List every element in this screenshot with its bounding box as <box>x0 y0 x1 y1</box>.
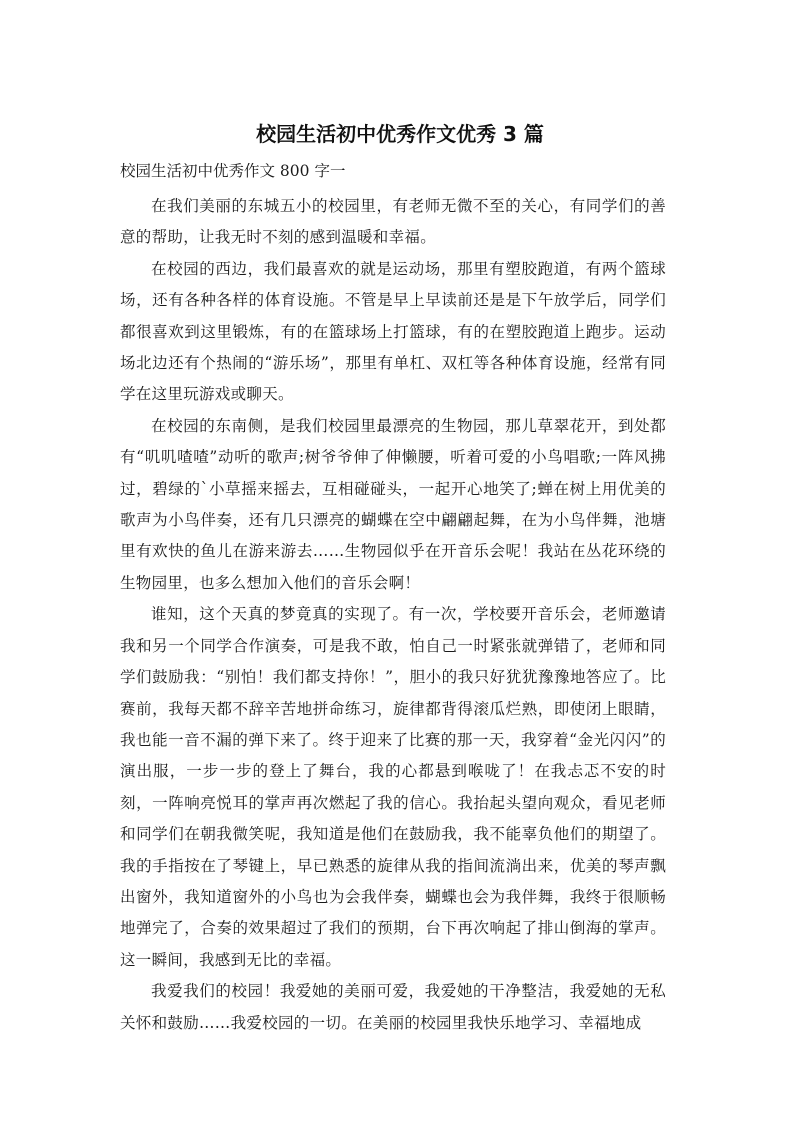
paragraph-5: 我爱我们的校园！我爱她的美丽可爱，我爱她的干净整洁，我爱她的无私关怀和鼓励……我爱校园的一切。在美丽的校园里我快乐地学习、幸福地成 <box>120 982 666 1032</box>
paragraph-4: 谁知，这个天真的梦竟真的实现了。有一次，学校要开音乐会，老师邀请我和另一个同学合作演奏，可是我不敢，怕自己一时紧张就弹错了，老师和同学们鼓励我：“别怕！我们都支持你！”，胆小的我只好犹犹豫豫地答应了。比赛前，我每天都不辞辛苦地拼命练习，旋律都背得滚瓜烂熟，即使闭上眼睛，我也能一音不漏的弹下来了。终于迎来了比赛的那一天，我穿着“金光闪闪”的演出服，一步一步的登上了舞台，我的心都悬到喉咙了！在我忐忑不安的时刻，一阵响亮悦耳的掌声再次燃起了我的信心。我抬起头望向观众，看见老师和同学们在朝我微笑呢，我知道是他们在鼓励我，我不能辜负他们的期望了。我的手指按在了琴键上，早已熟悉的旋律从我的指间流淌出来，优美的琴声飘出窗外，我知道窗外的小鸟也为会我伴奏，蝴蝶也会为我伴舞，我终于很顺畅地弹完了，合奏的效果超过了我们的预期，台下再次响起了排山倒海的掌声。这一瞬间，我感到无比的幸福。 <box>120 605 666 969</box>
document-subtitle: 校园生活初中优秀作文 800 字一 <box>120 162 346 180</box>
document-body <box>120 191 666 1039</box>
document-title: 校园生活初中优秀作文优秀 3 篇 <box>256 122 544 146</box>
paragraph-2: 在校园的西边，我们最喜欢的就是运动场，那里有塑胶跑道，有两个篮球场，还有各种各样的体育设施。不管是早上早读前还是是下午放学后，同学们都很喜欢到这里锻炼，有的在篮球场上打篮球，有的在塑胶跑道上跑步。运动场北边还有个热闹的“游乐场”，那里有单杠、双杠等各种体育设施，经常有同学在这里玩游戏或聊天。 <box>120 259 666 404</box>
paragraph-1: 在我们美丽的东城五小的校园里，有老师无微不至的关心，有同学们的善意的帮助，让我无时不刻的感到温暖和幸福。 <box>120 197 666 247</box>
paragraph-3: 在校园的东南侧，是我们校园里最漂亮的生物园，那儿草翠花开，到处都有“叽叽喳喳”动听的歌声;树爷爷伸了伸懒腰，听着可爱的小鸟唱歌;一阵风拂过，碧绿的`小草摇来摇去，互相碰碰头，一起开心地笑了;蝉在树上用优美的歌声为小鸟伴奏，还有几只漂亮的蝴蝶在空中翩翩起舞，在为小鸟伴舞，池塘里有欢快的鱼儿在游来游去……生物园似乎在开音乐会呢！我站在丛花环绕的生物园里，也多么想加入他们的音乐会啊！ <box>120 416 666 592</box>
